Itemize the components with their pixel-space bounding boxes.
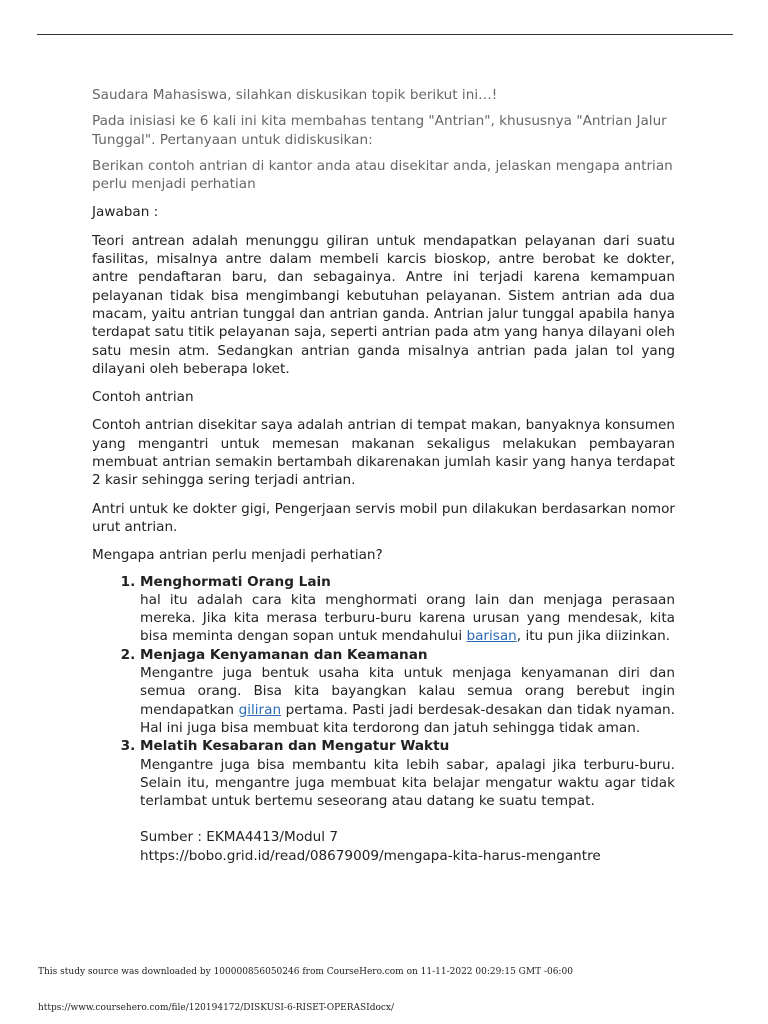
example-paragraph-restaurant: Contoh antrian disekitar saya adalah antrian di tempat makan, banyaknya konsumen yang mengantri untuk memesan makanan sekaligus melakukan pembayaran membuat antrian semakin bertambah dikarenakan jumlah kasir yang hanya terdapat 2 kasir sehingga sering terjadi antrian. [92,417,675,489]
intro-question: Berikan contoh antrian di kantor anda atau disekitar anda, jelaskan mengapa antrian perlu menjadi perhatian [92,157,673,193]
link-barisan[interactable]: barisan [466,628,517,645]
top-divider [37,34,733,35]
download-notice: This study source was downloaded by 100000856050246 from CourseHero.com on 11-11-2022 00:29:15 GMT -06:00 [38,967,573,977]
answer-heading: Jawaban : [92,204,159,221]
reason-body: Mengantre juga bentuk usaha kita untuk menjaga kenyamanan diri dan semua orang. Bisa kita bayangkan kalau semua orang berebut ingin mendapatkan giliran pertama. Pasti jadi berdesak-desakan dan tidak nyaman. Hal ini juga bisa membuat kita terdorong dan jatuh sehingga tidak aman. [140,665,675,736]
example-paragraph-dentist: Antri untuk ke dokter gigi, Pengerjaan servis mobil pun dilakukan berdasarkan nomor urut antrian. [92,500,675,535]
intro-topic: Pada inisiasi ke 6 kali ini kita membahas tentang "Antrian", khususnya "Antrian Jalur Tunggal". Pertanyaan untuk didiskusikan: [92,113,667,148]
list-item [140,646,675,737]
sources [140,828,675,865]
list-item [140,737,675,810]
source-module: Sumber : EKMA4413/Modul 7 [140,829,339,846]
reason-title: 2. Menjaga Kenyamanan dan Keamanan [140,646,428,663]
intro-greeting: Saudara Mahasiswa, silahkan diskusikan topik berikut ini…! [92,87,498,103]
reasons-list [92,573,675,811]
why-heading: Mengapa antrian perlu menjadi perhatian? [92,547,383,564]
reason-title: 3. Melatih Kesabaran dan Mengatur Waktu [140,738,450,755]
reason-title: 1. Menghormati Orang Lain [140,573,331,590]
footer-url: https://www.coursehero.com/file/120194172/DISKUSI-6-RISET-OPERASIdocx/ [38,1003,395,1013]
document-body [92,86,675,865]
reason-body: Mengantre juga bisa membantu kita lebih sabar, apalagi jika terburu-buru. Selain itu, mengantre juga membuat kita belajar mengatur waktu agar tidak terlambat untuk bertemu seseorang atau datang ke suatu tempat. [140,756,675,810]
list-item [140,573,675,646]
source-url: https://bobo.grid.id/read/08679009/mengapa-kita-harus-mengantre [140,847,601,864]
answer-paragraph-theory: Teori antrean adalah menunggu giliran untuk mendapatkan pelayanan dari suatu fasilitas, misalnya antre dalam membeli karcis bioskop, antre berobat ke dokter, antre pendaftaran baru, dan sebagainya. Antre ini terjadi karena kemampuan pelayanan tidak bisa mengimbangi kebutuhan pelayanan. Sistem antrian ada dua macam, yaitu antrian tunggal dan antrian ganda. Antrian jalur tunggal apabila hanya terdapat satu titik pelayanan saja, seperti antrian pada atm yang hanya dilayani oleh satu mesin atm. Sedangkan antrian ganda misalnya antrian pada jalan tol yang dilayani oleh beberapa loket. [92,232,675,377]
example-heading: Contoh antrian [92,389,194,406]
reason-body: hal itu adalah cara kita menghormati orang lain dan menjaga perasaan mereka. Jika kita merasa terburu-buru karena urusan yang mendesak, kita bisa meminta dengan sopan untuk mendahului barisan, itu pun jika diizinkan. [140,591,675,645]
link-giliran[interactable]: giliran [238,701,282,718]
